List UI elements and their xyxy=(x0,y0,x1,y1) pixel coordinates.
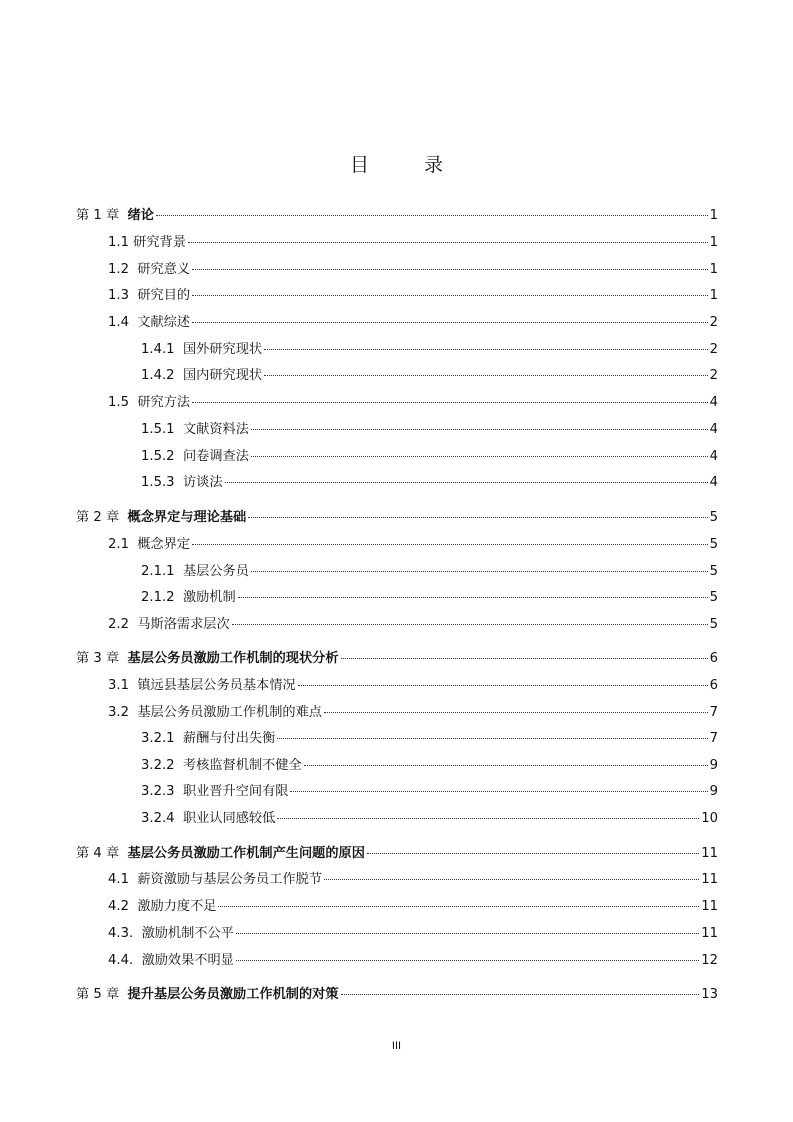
toc-entry-page: 1 xyxy=(709,288,718,303)
toc-entry-label: 基层公务员激励工作机制的难点 xyxy=(137,705,322,720)
toc-entry-page: 4 xyxy=(709,449,718,464)
toc-entry-number: 第 1 章 xyxy=(76,208,128,223)
dot-leader xyxy=(192,544,708,545)
page-number: III xyxy=(391,1040,402,1052)
toc-entry[interactable] xyxy=(141,340,718,360)
toc-entry-label: 问卷调查法 xyxy=(182,449,249,464)
toc-entry-page: 9 xyxy=(709,784,718,799)
toc-entry-number: 第 4 章 xyxy=(76,846,128,861)
toc-entry-number: 3.2.1 xyxy=(141,731,183,746)
toc-entry-page: 4 xyxy=(709,475,718,490)
dot-leader xyxy=(251,429,708,430)
toc-entry-number: 2.1.1 xyxy=(141,564,183,579)
toc-entry[interactable] xyxy=(76,508,718,528)
toc-entry-page: 5 xyxy=(709,590,718,605)
toc-entry-page: 6 xyxy=(709,678,718,693)
dot-leader xyxy=(324,879,699,880)
toc-entry-number: 3.2.2 xyxy=(141,758,183,773)
dot-leader xyxy=(251,456,708,457)
toc-entry-number: 1.2 xyxy=(108,262,138,277)
toc-entry-number: 1.5.3 xyxy=(141,475,183,490)
toc-entry-number: 1.3 xyxy=(108,288,138,303)
toc-entry-page: 12 xyxy=(701,953,718,968)
toc-entry-page: 11 xyxy=(701,872,718,887)
dot-leader xyxy=(264,375,708,376)
toc-entry-number: 1.5 xyxy=(108,395,138,410)
dot-leader xyxy=(236,960,699,961)
dot-leader xyxy=(277,818,699,819)
dot-leader xyxy=(341,658,708,659)
toc-entry-label: 访谈法 xyxy=(182,475,223,490)
toc-entry[interactable] xyxy=(141,420,718,440)
toc-entry[interactable] xyxy=(108,233,718,253)
toc-entry-label: 国内研究现状 xyxy=(182,368,263,383)
toc-entry[interactable] xyxy=(108,313,718,333)
toc-entry-number: 1.4 xyxy=(108,315,138,330)
toc-entry[interactable] xyxy=(108,951,718,971)
toc-entry[interactable] xyxy=(141,756,718,776)
toc-entry-label: 激励效果不明显 xyxy=(141,953,234,968)
dot-leader xyxy=(236,933,699,934)
dot-leader xyxy=(192,269,708,270)
toc-entry-page: 10 xyxy=(701,811,718,826)
toc-entry[interactable] xyxy=(108,286,718,306)
toc-entry-number: 第 5 章 xyxy=(76,987,128,1002)
toc-entry-page: 11 xyxy=(701,926,718,941)
toc-entry-label: 基层公务员激励工作机制产生问题的原因 xyxy=(127,846,365,861)
toc-entry-page: 1 xyxy=(709,235,718,250)
toc-entry[interactable] xyxy=(141,366,718,386)
dot-leader xyxy=(251,571,708,572)
toc-entry-number: 1.4.2 xyxy=(141,368,183,383)
toc-entry-page: 11 xyxy=(701,846,718,861)
toc-entry-page: 6 xyxy=(709,651,718,666)
toc-entry-label: 概念界定与理论基础 xyxy=(127,510,247,525)
toc-entry[interactable] xyxy=(141,782,718,802)
toc-entry-number: 2.2 xyxy=(108,617,138,632)
dot-leader xyxy=(156,215,708,216)
toc-entry-page: 4 xyxy=(709,422,718,437)
toc-entry-number: 3.1 xyxy=(108,678,138,693)
toc-entry-number: 2.1 xyxy=(108,537,138,552)
toc-entry-label: 概念界定 xyxy=(137,537,191,552)
toc-entry[interactable] xyxy=(141,473,718,493)
toc-entry-number: 第 3 章 xyxy=(76,651,128,666)
toc-entry-number: 3.2.4 xyxy=(141,811,183,826)
dot-leader xyxy=(218,906,699,907)
toc-entry-page: 13 xyxy=(701,987,718,1002)
toc-entry-page: 2 xyxy=(709,342,718,357)
dot-leader xyxy=(324,712,708,713)
toc-entry[interactable] xyxy=(108,897,718,917)
toc-entry-number: 4.4. xyxy=(108,953,142,968)
toc-entry-label: 马斯洛需求层次 xyxy=(137,617,230,632)
toc-entry[interactable] xyxy=(141,588,718,608)
dot-leader xyxy=(298,685,708,686)
toc-entry-label: 研究目的 xyxy=(137,288,191,303)
dot-leader xyxy=(290,791,707,792)
dot-leader xyxy=(188,242,708,243)
toc-entry-number: 2.1.2 xyxy=(141,590,183,605)
toc-entry-label: 研究方法 xyxy=(137,395,191,410)
toc-entry-label: 绪论 xyxy=(127,208,154,223)
dot-leader xyxy=(232,624,708,625)
toc-title: 目 录 xyxy=(349,154,461,176)
toc-entry-label: 职业认同感较低 xyxy=(182,811,276,826)
toc-entry[interactable] xyxy=(108,393,718,413)
toc-entry-page: 2 xyxy=(709,368,718,383)
toc-entry[interactable] xyxy=(108,615,718,635)
toc-entry[interactable] xyxy=(108,870,718,890)
toc-entry-page: 11 xyxy=(701,899,718,914)
toc-entry-number: 3.2.3 xyxy=(141,784,183,799)
toc-entry-label: 国外研究现状 xyxy=(182,342,263,357)
toc-entry[interactable] xyxy=(141,562,718,582)
toc-entry-page: 1 xyxy=(709,262,718,277)
toc-entry[interactable] xyxy=(108,703,718,723)
toc-entry[interactable] xyxy=(76,206,718,226)
toc-entry-label: 文献资料法 xyxy=(182,422,249,437)
dot-leader xyxy=(192,295,708,296)
dot-leader xyxy=(225,482,708,483)
toc-entry-page: 9 xyxy=(709,758,718,773)
toc-entry-page: 1 xyxy=(709,208,718,223)
toc-entry-label: 激励力度不足 xyxy=(137,899,217,914)
toc-entry-page: 2 xyxy=(709,315,718,330)
toc-entry-number: 1.5.2 xyxy=(141,449,183,464)
toc-entry-label: 薪酬与付出失衡 xyxy=(182,731,276,746)
dot-leader xyxy=(192,402,708,403)
toc-entry-page: 4 xyxy=(709,395,718,410)
toc-entry-label: 提升基层公务员激励工作机制的对策 xyxy=(127,987,339,1002)
toc-entry-label: 职业晋升空间有限 xyxy=(182,784,289,799)
toc-entry-label: 基层公务员 xyxy=(182,564,249,579)
toc-entry-number: 1.1 xyxy=(108,235,134,250)
toc-entry-label: 镇远县基层公务员基本情况 xyxy=(137,678,296,693)
toc-entry-label: 激励机制不公平 xyxy=(141,926,234,941)
dot-leader xyxy=(248,517,707,518)
toc-entry-label: 研究意义 xyxy=(137,262,191,277)
dot-leader xyxy=(238,597,708,598)
toc-entry-label: 考核监督机制不健全 xyxy=(182,758,302,773)
toc-entry[interactable] xyxy=(108,260,718,280)
toc-entry-label: 文献综述 xyxy=(137,315,191,330)
toc-entry-page: 5 xyxy=(709,510,718,525)
toc-entry-number: 4.1 xyxy=(108,872,138,887)
dot-leader xyxy=(277,738,707,739)
dot-leader xyxy=(304,765,708,766)
dot-leader xyxy=(192,322,708,323)
toc-entry[interactable] xyxy=(108,924,718,944)
toc-entry[interactable] xyxy=(76,985,718,1005)
toc-entry-page: 5 xyxy=(709,617,718,632)
toc-entry[interactable] xyxy=(76,844,718,864)
toc-entry-page: 7 xyxy=(709,705,718,720)
toc-entry[interactable] xyxy=(141,729,718,749)
toc-entry[interactable] xyxy=(141,447,718,467)
dot-leader xyxy=(264,349,708,350)
toc-entry[interactable] xyxy=(108,535,718,555)
toc-entry-number: 1.4.1 xyxy=(141,342,183,357)
toc-entry-label: 薪资激励与基层公务员工作脱节 xyxy=(137,872,322,887)
toc-entry-page: 5 xyxy=(709,537,718,552)
toc-entry-page: 7 xyxy=(709,731,718,746)
toc-entry-label: 基层公务员激励工作机制的现状分析 xyxy=(127,651,339,666)
toc-entry-page: 5 xyxy=(709,564,718,579)
toc-entry-number: 1.5.1 xyxy=(141,422,183,437)
toc-entry-label: 研究背景 xyxy=(133,235,186,250)
dot-leader xyxy=(341,994,700,995)
toc-entry[interactable] xyxy=(108,676,718,696)
toc-entry-number: 第 2 章 xyxy=(76,510,128,525)
toc-entry-number: 3.2 xyxy=(108,705,138,720)
toc-entry[interactable] xyxy=(76,649,718,669)
dot-leader xyxy=(367,853,699,854)
toc-entry-number: 4.3. xyxy=(108,926,142,941)
toc-entry[interactable] xyxy=(141,809,718,829)
toc-entry-number: 4.2 xyxy=(108,899,138,914)
toc-entry-label: 激励机制 xyxy=(182,590,236,605)
